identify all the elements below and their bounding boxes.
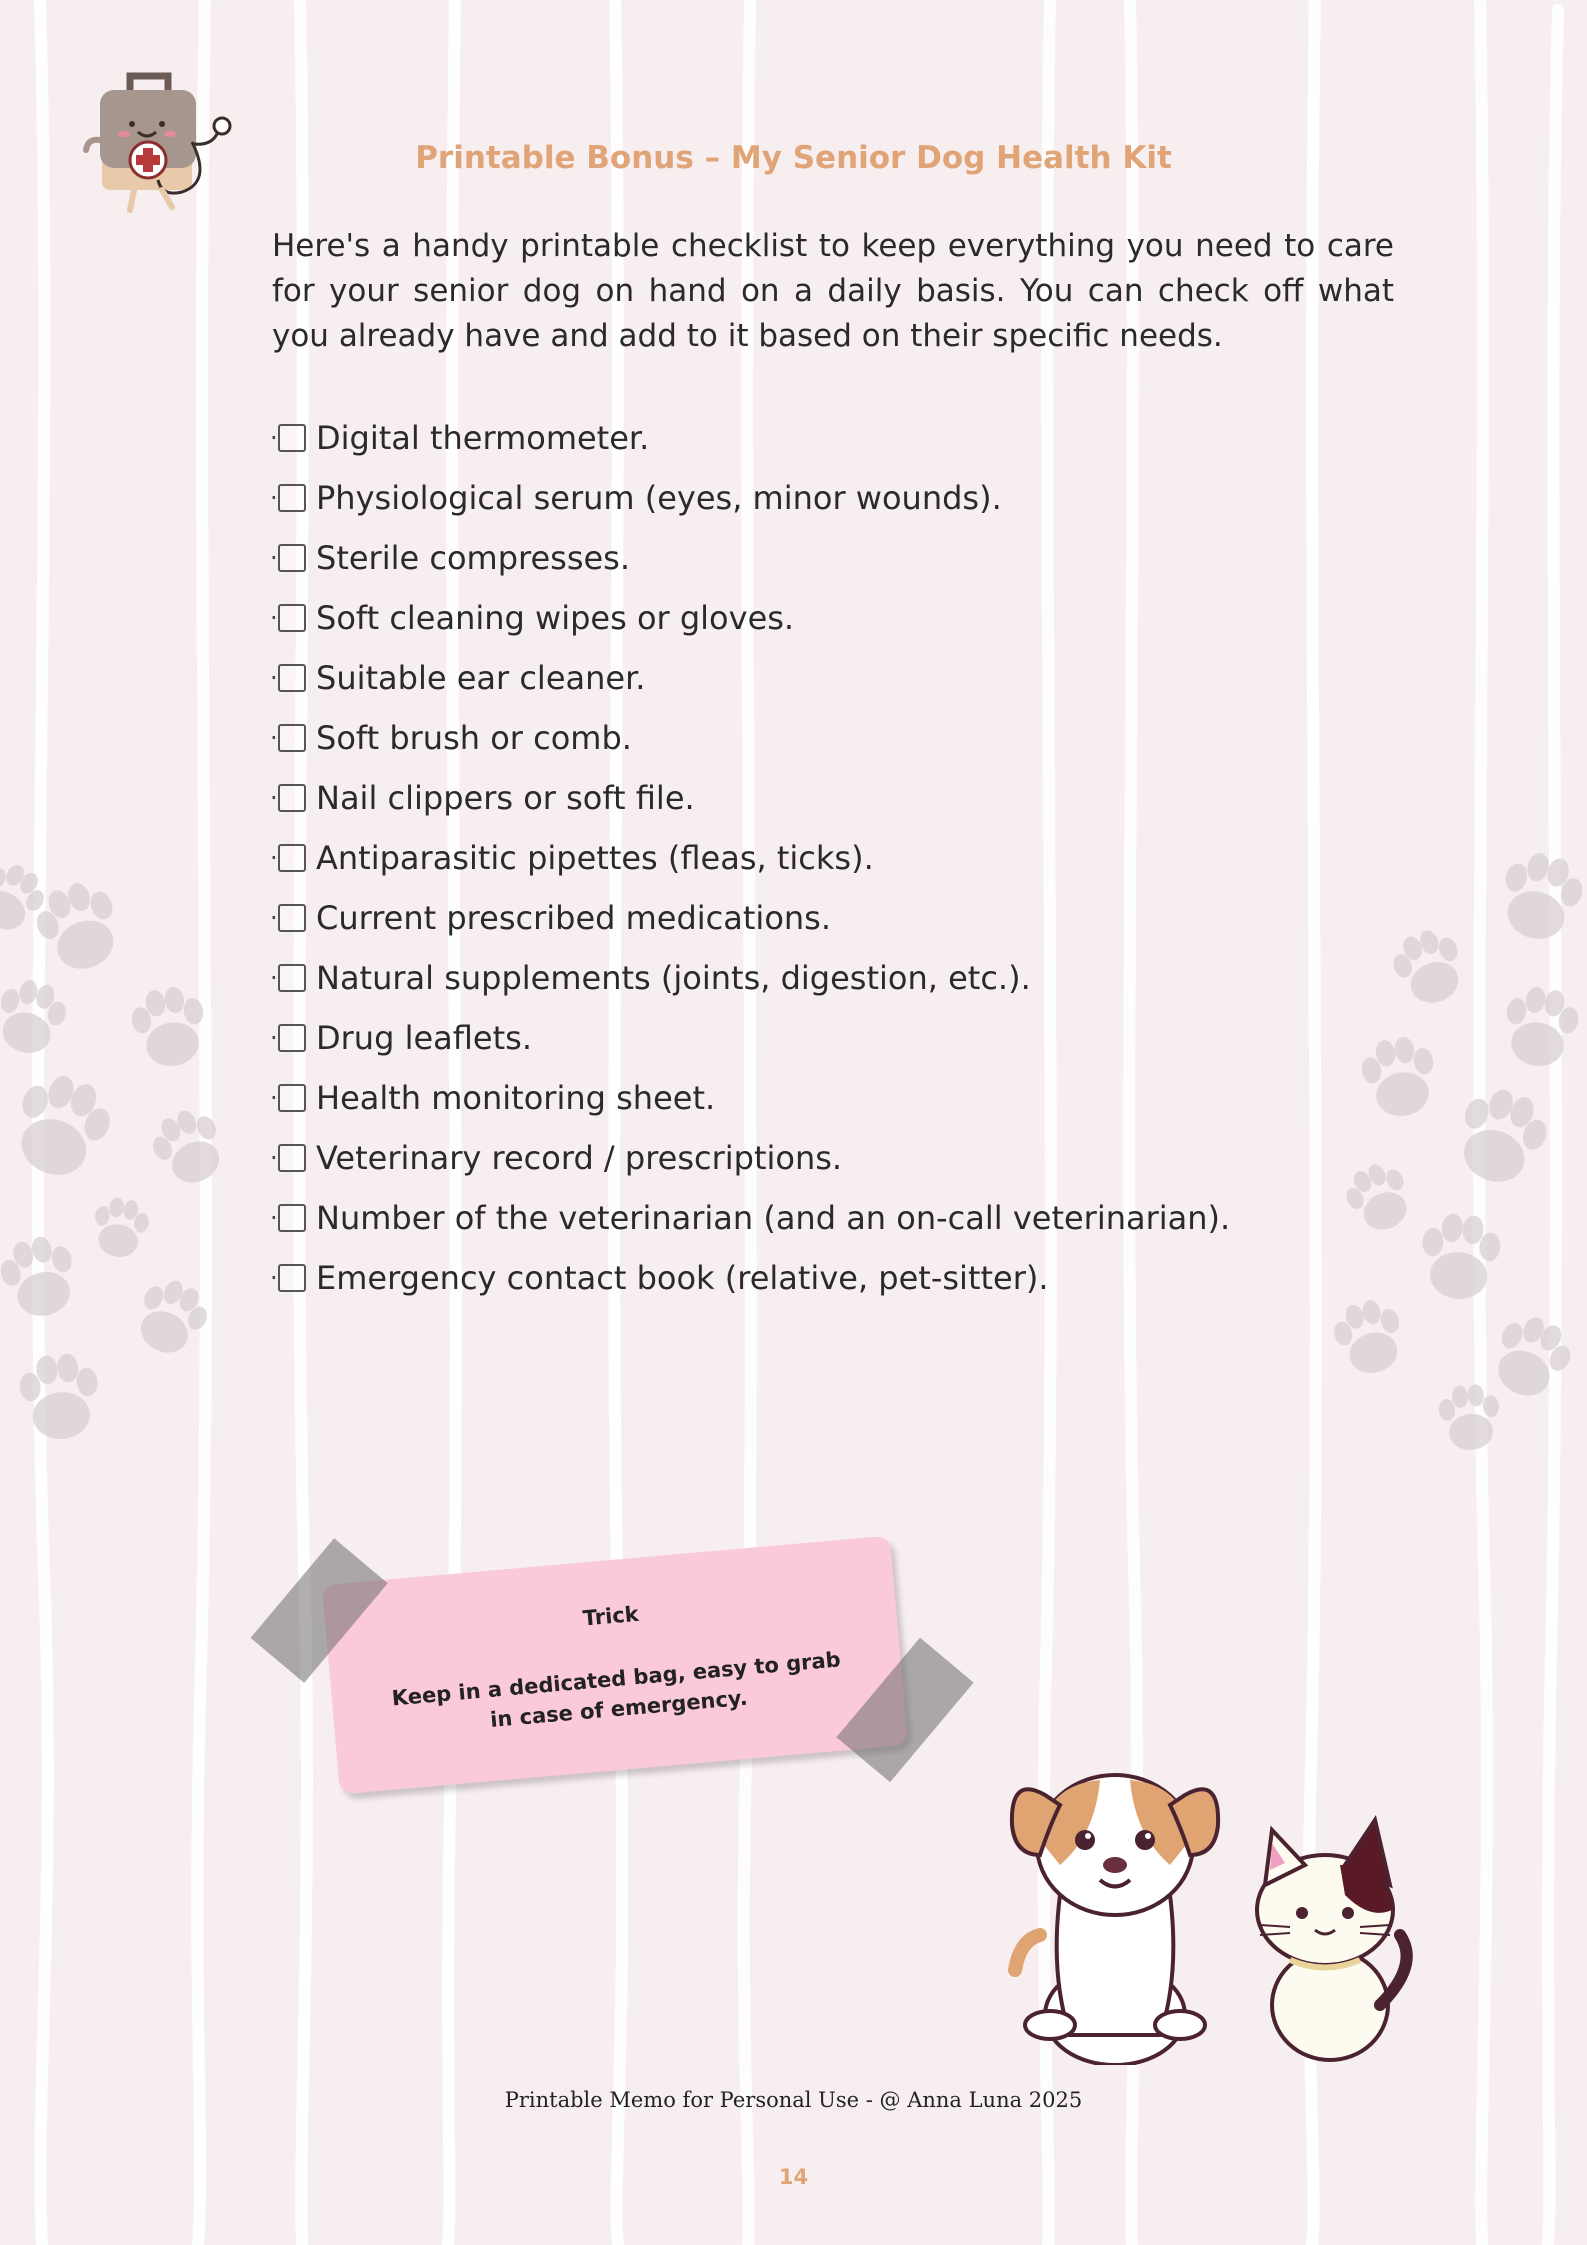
checklist-item — [270, 768, 1420, 828]
checkbox[interactable] — [278, 484, 306, 512]
footer-copyright: Printable Memo for Personal Use - @ Anna Luna 2025 — [504, 2088, 1083, 2112]
checkbox[interactable] — [278, 1264, 306, 1292]
bullet: · — [270, 784, 278, 812]
bullet: · — [270, 544, 278, 572]
checklist-item — [270, 948, 1420, 1008]
bullet: · — [270, 1024, 278, 1052]
checklist-item — [270, 828, 1420, 888]
checkbox[interactable] — [278, 544, 306, 572]
checklist-item-label: Number of the veterinarian (and an on-call veterinarian). — [316, 1199, 1231, 1237]
checklist-item-label: Physiological serum (eyes, minor wounds). — [316, 479, 1002, 517]
checkbox[interactable] — [278, 1144, 306, 1172]
bullet: · — [270, 1264, 278, 1292]
checklist-item — [270, 408, 1420, 468]
bullet: · — [270, 664, 278, 692]
checklist-item — [270, 888, 1420, 948]
checkbox[interactable] — [278, 904, 306, 932]
checklist-item — [270, 708, 1420, 768]
bullet: · — [270, 484, 278, 512]
health-kit-checklist — [270, 408, 1420, 1308]
checklist-item-label: Natural supplements (joints, digestion, etc.). — [316, 959, 1031, 997]
bullet: · — [270, 724, 278, 752]
checklist-item — [270, 1008, 1420, 1068]
checklist-item — [270, 588, 1420, 648]
checklist-item — [270, 1188, 1420, 1248]
intro-paragraph: Here's a handy printable checklist to keep everything you need to care for your senior dog on hand on a daily basis. You can check off what you already have and add to it based on their specific needs. — [272, 228, 1394, 354]
bullet: · — [270, 1144, 278, 1172]
bullet: · — [270, 964, 278, 992]
page-title: Printable Bonus – My Senior Dog Health Kit — [415, 140, 1172, 176]
bullet: · — [270, 1204, 278, 1232]
checklist-item — [270, 648, 1420, 708]
checklist-item — [270, 1128, 1420, 1188]
checkbox[interactable] — [278, 664, 306, 692]
checklist-item-label: Antiparasitic pipettes (fleas, ticks). — [316, 839, 874, 877]
checkbox[interactable] — [278, 784, 306, 812]
checklist-item — [270, 1248, 1420, 1308]
checklist-item-label: Suitable ear cleaner. — [316, 659, 646, 697]
checklist-item-label: Health monitoring sheet. — [316, 1079, 716, 1117]
dog-and-cat-illustration — [1000, 1735, 1420, 2065]
bullet: · — [270, 844, 278, 872]
checkbox[interactable] — [278, 844, 306, 872]
checklist-item-label: Soft brush or comb. — [316, 719, 632, 757]
checkbox[interactable] — [278, 964, 306, 992]
checklist-item-label: Nail clippers or soft file. — [316, 779, 695, 817]
page-number: 14 — [778, 2165, 809, 2189]
checklist-item-label: Digital thermometer. — [316, 419, 650, 457]
checkbox[interactable] — [278, 1084, 306, 1112]
bullet: · — [270, 904, 278, 932]
checklist-item-label: Drug leaflets. — [316, 1019, 532, 1057]
bullet: · — [270, 1084, 278, 1112]
checklist-item-label: Emergency contact book (relative, pet-sitter). — [316, 1259, 1049, 1297]
checkbox[interactable] — [278, 1204, 306, 1232]
checklist-item-label: Current prescribed medications. — [316, 899, 832, 937]
checkbox[interactable] — [278, 724, 306, 752]
checklist-item — [270, 528, 1420, 588]
checklist-item-label: Veterinary record / prescriptions. — [316, 1139, 843, 1177]
bullet: · — [270, 604, 278, 632]
trick-text: Keep in a dedicated bag, easy to grab in case of emergency. — [390, 1647, 842, 1733]
checklist-item — [270, 468, 1420, 528]
bullet: · — [270, 424, 278, 452]
trick-title: Trick — [581, 1601, 640, 1631]
checkbox[interactable] — [278, 1024, 306, 1052]
checkbox[interactable] — [278, 424, 306, 452]
checkbox[interactable] — [278, 604, 306, 632]
dog-illustration — [1012, 1775, 1218, 2065]
checklist-item — [270, 1068, 1420, 1128]
cat-illustration — [1257, 1820, 1407, 2060]
checklist-item-label: Soft cleaning wipes or gloves. — [316, 599, 795, 637]
checklist-item-label: Sterile compresses. — [316, 539, 631, 577]
